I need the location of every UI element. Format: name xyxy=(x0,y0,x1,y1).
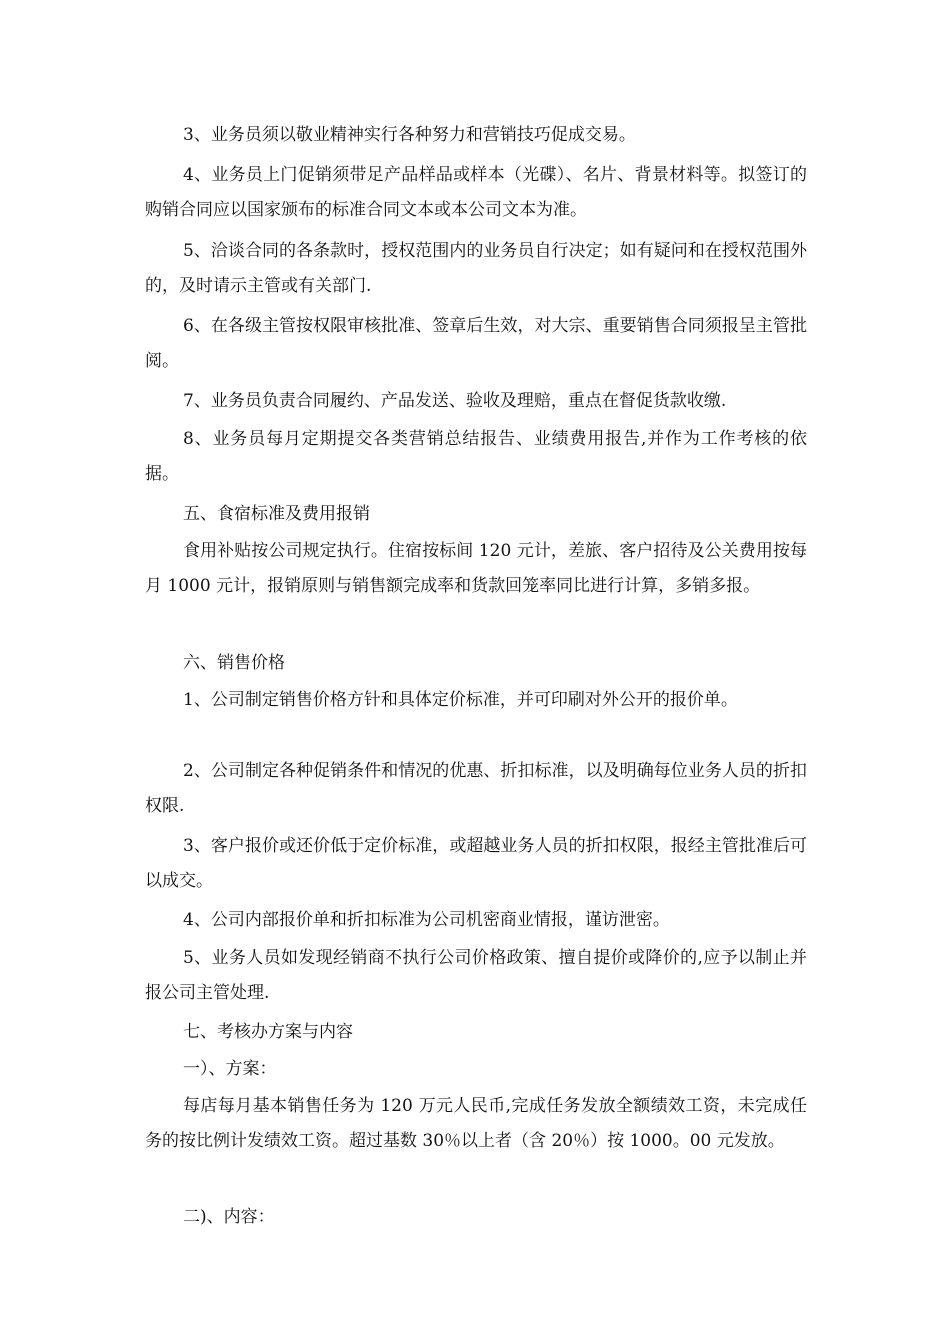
paragraph-item-8: 8、业务员每月定期提交各类营销总结报告、业绩费用报告,并作为工作考核的依据。 xyxy=(145,429,807,484)
paragraph-item-4: 4、业务员上门促销须带足产品样品或样本（光碟）、名片、背景材料等。拟签订的购销合同应以国家颁布的标准合同文本或本公司文本为准。 xyxy=(145,165,807,220)
paragraph-price-1: 1、公司制定销售价格方针和具体定价标准，并可印刷对外公开的报价单。 xyxy=(183,690,738,710)
paragraph-price-2: 2、公司制定各种促销条件和情况的优惠、折扣标准，以及明确每位业务人员的折扣权限. xyxy=(145,761,807,816)
paragraph-item-5: 5、洽谈合同的各条款时，授权范围内的业务员自行决定；如有疑问和在授权范围外的，及时请示主管或有关部门. xyxy=(145,241,807,296)
section-heading-7: 七、考核办方案与内容 xyxy=(183,1022,353,1042)
paragraph-plan-details: 每店每月基本销售任务为 120 万元人民币,完成任务发放全额绩效工资，未完成任务的按比例计发绩效工资。超过基数 30％以上者（含 20％）按 1000。00 元发放。 xyxy=(145,1096,807,1151)
paragraph-item-3: 3、业务员须以敬业精神实行各种努力和营销技巧促成交易。 xyxy=(183,125,636,145)
paragraph-price-3: 3、客户报价或还价低于定价标准，或超越业务人员的折扣权限，报经主管批准后可以成交。 xyxy=(145,836,807,891)
paragraph-item-6: 6、在各级主管按权限审核批准、签章后生效，对大宗、重要销售合同须报呈主管批阅。 xyxy=(145,316,807,371)
paragraph-meal-lodging: 食用补贴按公司规定执行。住宿按标间 120 元计，差旅、客户招待及公关费用按每月 1000 元计，报销原则与销售额完成率和货款回笼率同比进行计算，多销多报。 xyxy=(145,541,807,596)
subsection-heading-plan: 一）、方案： xyxy=(183,1059,277,1079)
section-heading-5: 五、食宿标准及费用报销 xyxy=(183,504,370,524)
paragraph-price-4: 4、公司内部报价单和折扣标准为公司机密商业情报，谨访泄密。 xyxy=(183,910,670,930)
section-heading-6: 六、销售价格 xyxy=(183,653,285,673)
paragraph-item-7: 7、业务员负责合同履约、产品发送、验收及理赔，重点在督促货款收缴. xyxy=(183,391,727,411)
subsection-heading-content: 二)、内容： xyxy=(183,1207,275,1227)
paragraph-price-5: 5、业务人员如发现经销商不执行公司价格政策、擅自提价或降价的,应予以制止并报公司主管处理. xyxy=(145,948,807,1003)
